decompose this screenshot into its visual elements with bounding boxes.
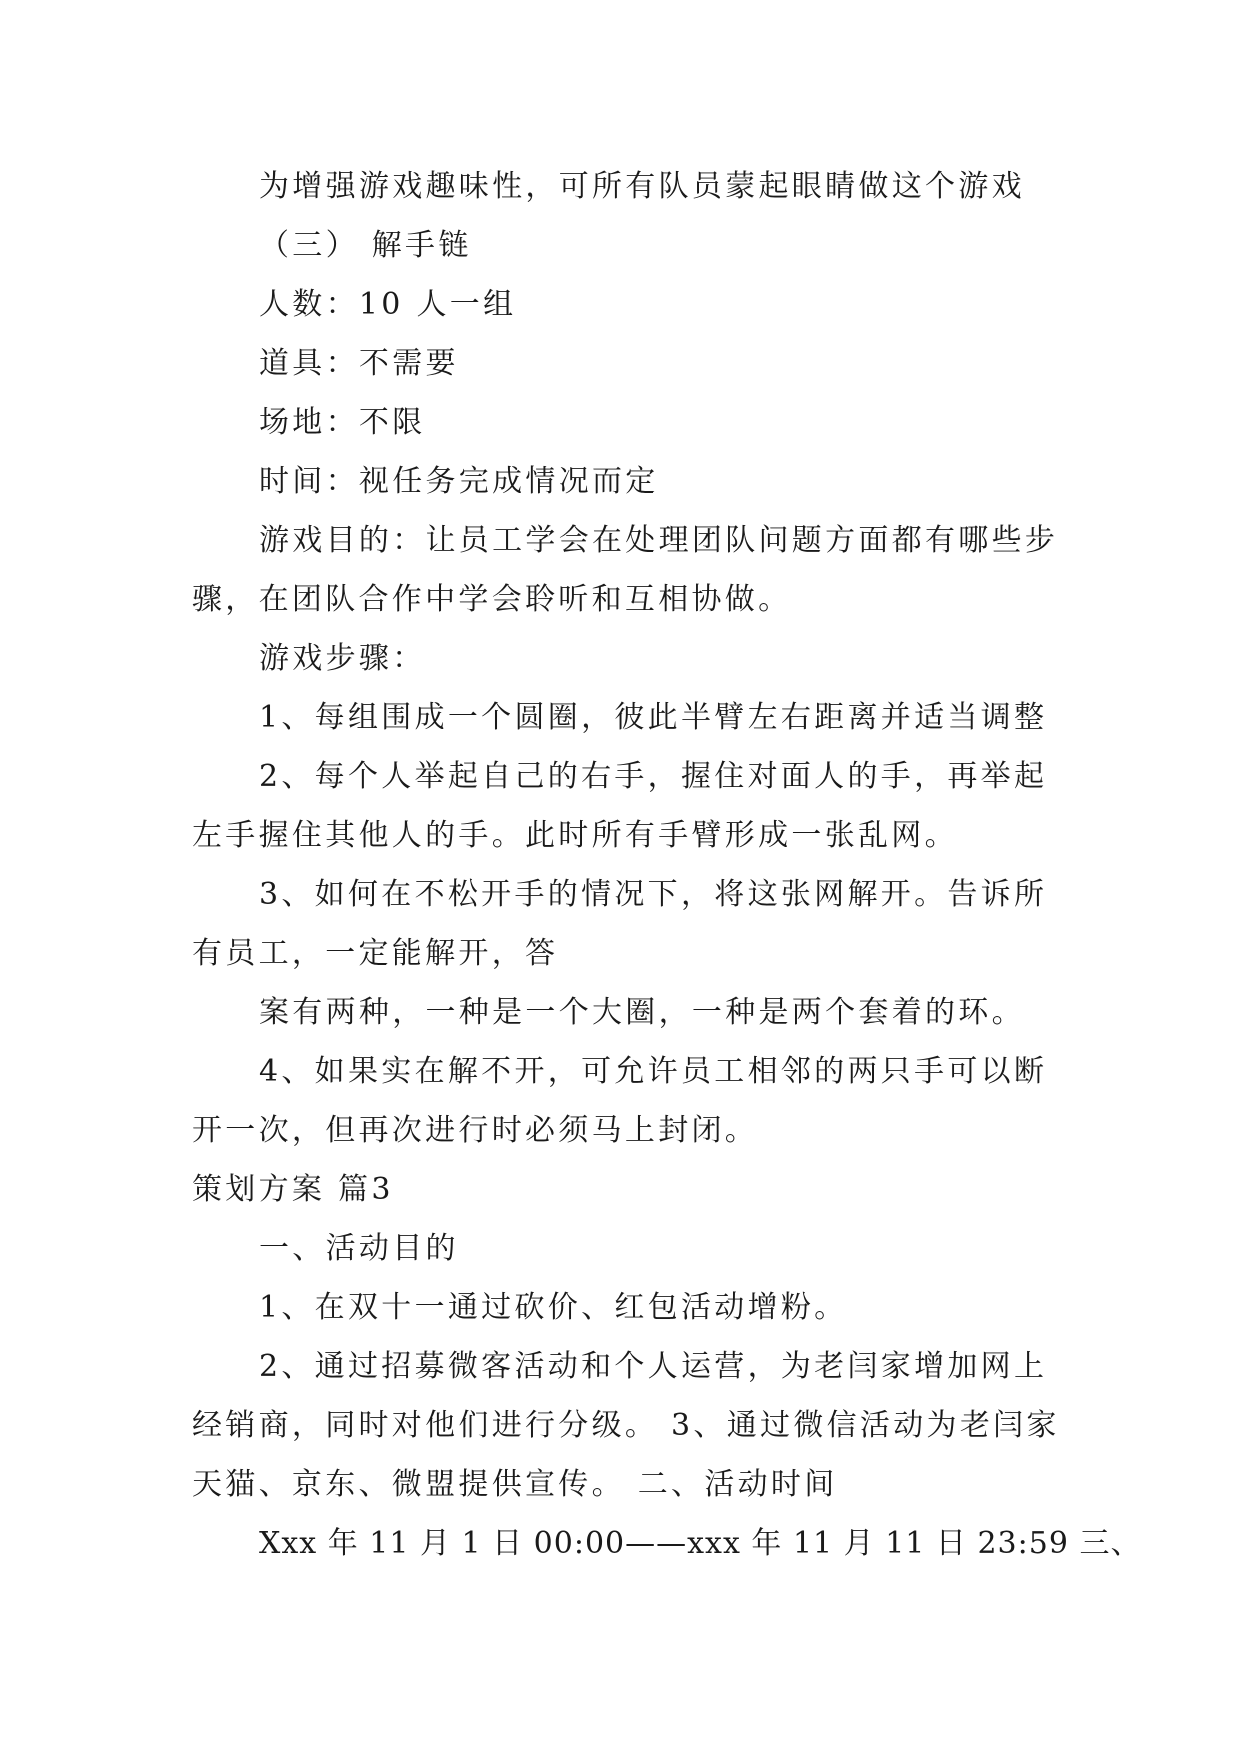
list-item: 4、如果实在解不开，可允许员工相邻的两只手可以断 xyxy=(259,1054,1048,1089)
paragraph-line: 人数：10 人一组 xyxy=(259,287,517,322)
paragraph-line: 时间：视任务完成情况而定 xyxy=(259,464,659,499)
paragraph-line: 游戏目的：让员工学会在处理团队问题方面都有哪些步 xyxy=(259,523,1059,558)
paragraph-line: 案有两种，一种是一个大圈，一种是两个套着的环。 xyxy=(259,995,1025,1030)
list-item: 1、在双十一通过砍价、红包活动增粉。 xyxy=(259,1290,848,1325)
paragraph-line: Xxx 年 11 月 1 日 00:00——xxx 年 11 月 11 日 23:59 三、 xyxy=(259,1526,1142,1561)
paragraph-line: 左手握住其他人的手。此时所有手臂形成一张乱网。 xyxy=(192,818,958,853)
paragraph-line: 场地：不限 xyxy=(259,405,426,440)
paragraph-line: 开一次，但再次进行时必须马上封闭。 xyxy=(192,1113,759,1148)
list-item: 1、每组围成一个圆圈，彼此半臂左右距离并适当调整 xyxy=(259,700,1048,735)
paragraph-line: 为增强游戏趣味性，可所有队员蒙起眼睛做这个游戏 xyxy=(259,169,1025,204)
paragraph-line: 有员工，一定能解开，答 xyxy=(192,936,559,971)
paragraph-line: 经销商，同时对他们进行分级。 3、通过微信活动为老闫家 xyxy=(192,1408,1060,1443)
section-heading: （三） 解手链 xyxy=(259,228,472,263)
list-item: 3、如何在不松开手的情况下，将这张网解开。告诉所 xyxy=(259,877,1048,912)
paragraph-line: 道具：不需要 xyxy=(259,346,459,381)
paragraph-line: 骤，在团队合作中学会聆听和互相协做。 xyxy=(192,582,792,617)
section-heading: 一、活动目的 xyxy=(259,1231,459,1266)
paragraph-line: 天猫、京东、微盟提供宣传。 二、活动时间 xyxy=(192,1467,838,1502)
document-body xyxy=(192,157,1142,1573)
list-item: 2、通过招募微客活动和个人运营，为老闫家增加网上 xyxy=(259,1349,1048,1384)
section-title: 策划方案 篇3 xyxy=(192,1172,394,1207)
paragraph-line: 游戏步骤： xyxy=(259,641,426,676)
list-item: 2、每个人举起自己的右手，握住对面人的手，再举起 xyxy=(259,759,1048,794)
